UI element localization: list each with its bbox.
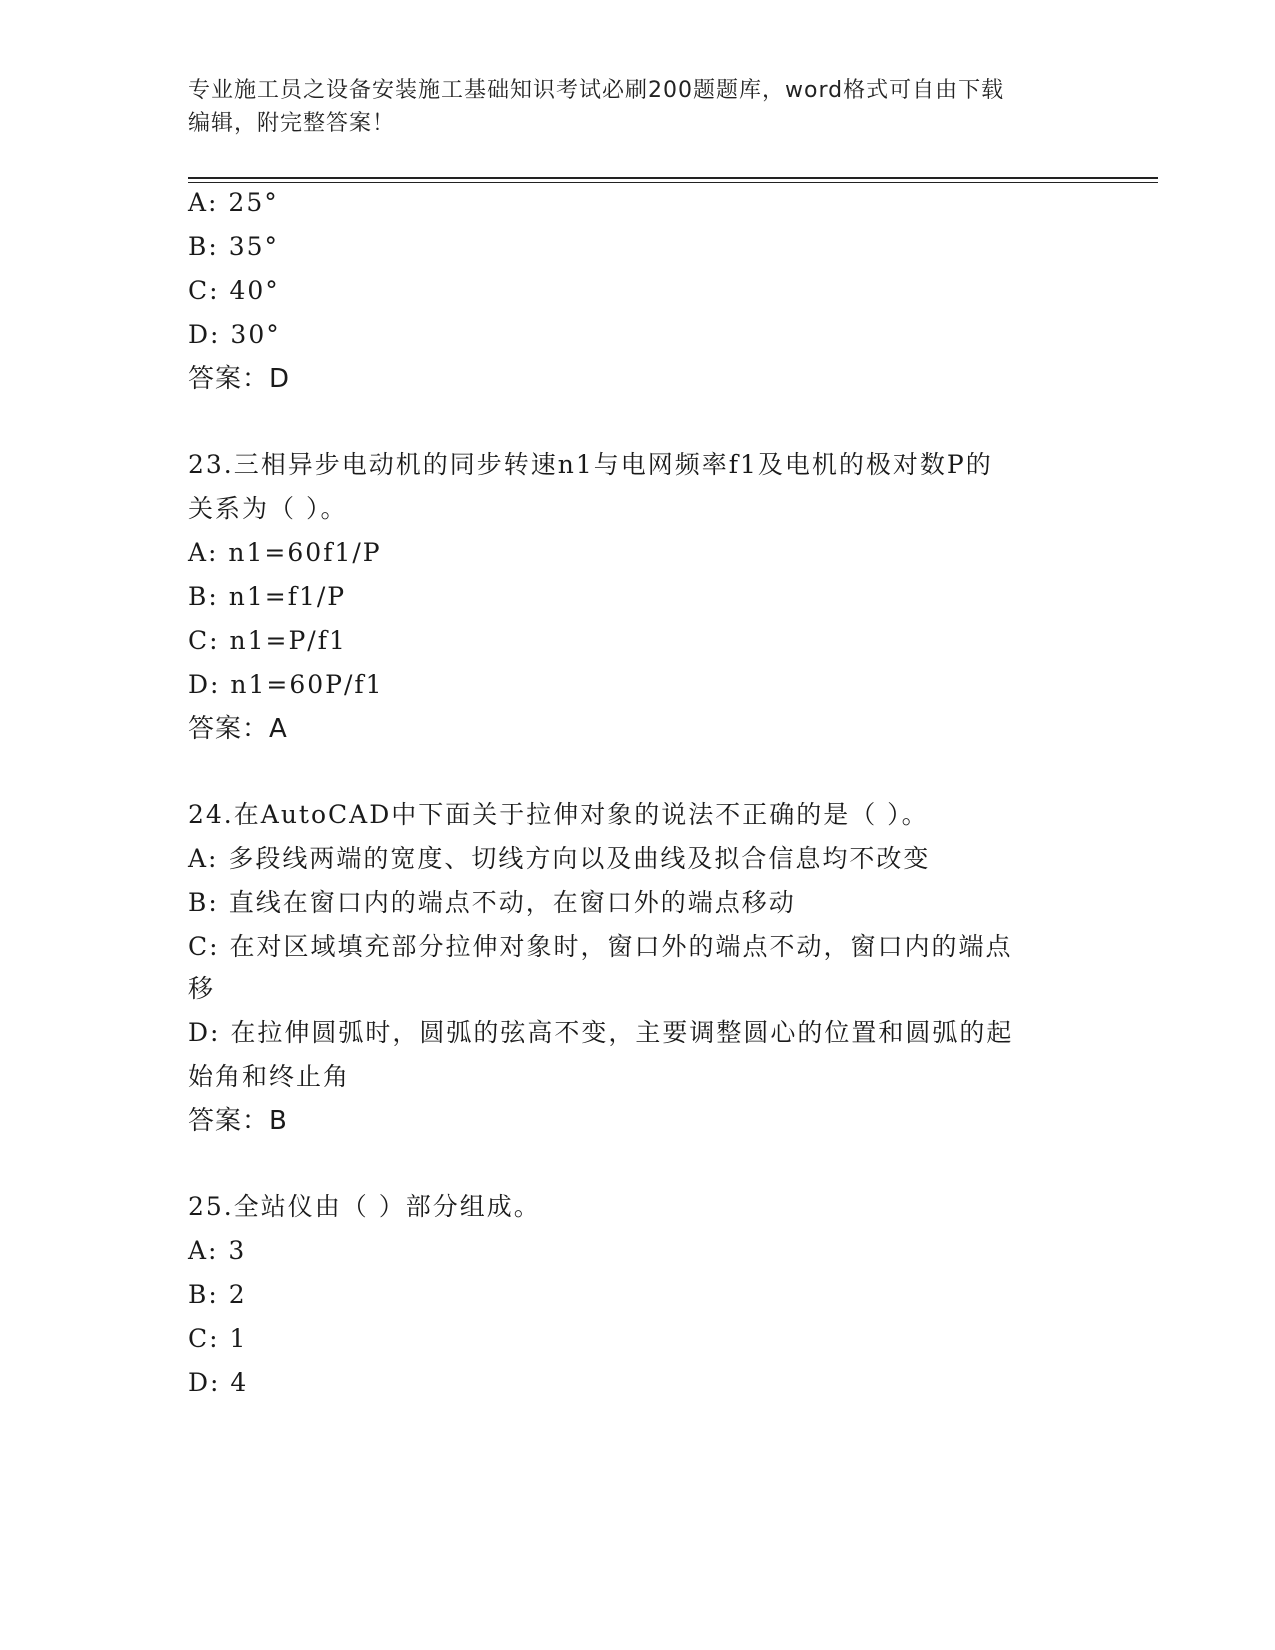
q22-option-b: B: 35° [188, 232, 280, 261]
q24-stem: 24.在AutoCAD中下面关于拉伸对象的说法不正确的是（ ）。 [188, 800, 929, 829]
q24-option-a: A: 多段线两端的宽度、切线方向以及曲线及拟合信息均不改变 [188, 844, 931, 873]
q25-option-c: C: 1 [188, 1324, 248, 1353]
header-line-1: 专业施工员之设备安装施工基础知识考试必刷200题题库，word格式可自由下载 [188, 78, 1005, 103]
q24-option-d-line-2: 始角和终止角 [188, 1062, 351, 1091]
q25-option-d: D: 4 [188, 1368, 249, 1397]
q23-answer: 答案：A [188, 714, 288, 744]
q24-option-c-line-2: 移 [188, 974, 216, 1003]
q24-option-c-line-1: C: 在对区域填充部分拉伸对象时，窗口外的端点不动，窗口内的端点 [188, 932, 1013, 961]
q23-option-d: D: n1=60P/f1 [188, 670, 384, 699]
q22-option-c: C: 40° [188, 276, 280, 305]
document-header [188, 74, 1068, 140]
header-divider [188, 177, 1158, 179]
q22-answer: 答案：D [188, 364, 291, 394]
q23-stem-line-2: 关系为（ ）。 [188, 494, 348, 523]
q22-option-a: A: 25° [188, 188, 279, 217]
q25-option-b: B: 2 [188, 1280, 247, 1309]
header-line-2: 编辑，附完整答案！ [188, 111, 396, 136]
q24-option-d-line-1: D: 在拉伸圆弧时，圆弧的弦高不变，主要调整圆心的位置和圆弧的起 [188, 1018, 1014, 1047]
q23-option-a: A: n1=60f1/P [188, 538, 382, 567]
q23-option-b: B: n1=f1/P [188, 582, 347, 611]
q23-option-c: C: n1=P/f1 [188, 626, 347, 655]
q25-stem: 25.全站仪由（ ）部分组成。 [188, 1192, 541, 1221]
q22-option-d: D: 30° [188, 320, 281, 349]
q24-option-b: B: 直线在窗口内的端点不动，在窗口外的端点移动 [188, 888, 796, 917]
q24-answer: 答案：B [188, 1106, 288, 1136]
q23-stem-line-1: 23.三相异步电动机的同步转速n1与电网频率f1及电机的极对数P的 [188, 450, 993, 479]
q25-option-a: A: 3 [188, 1236, 247, 1265]
